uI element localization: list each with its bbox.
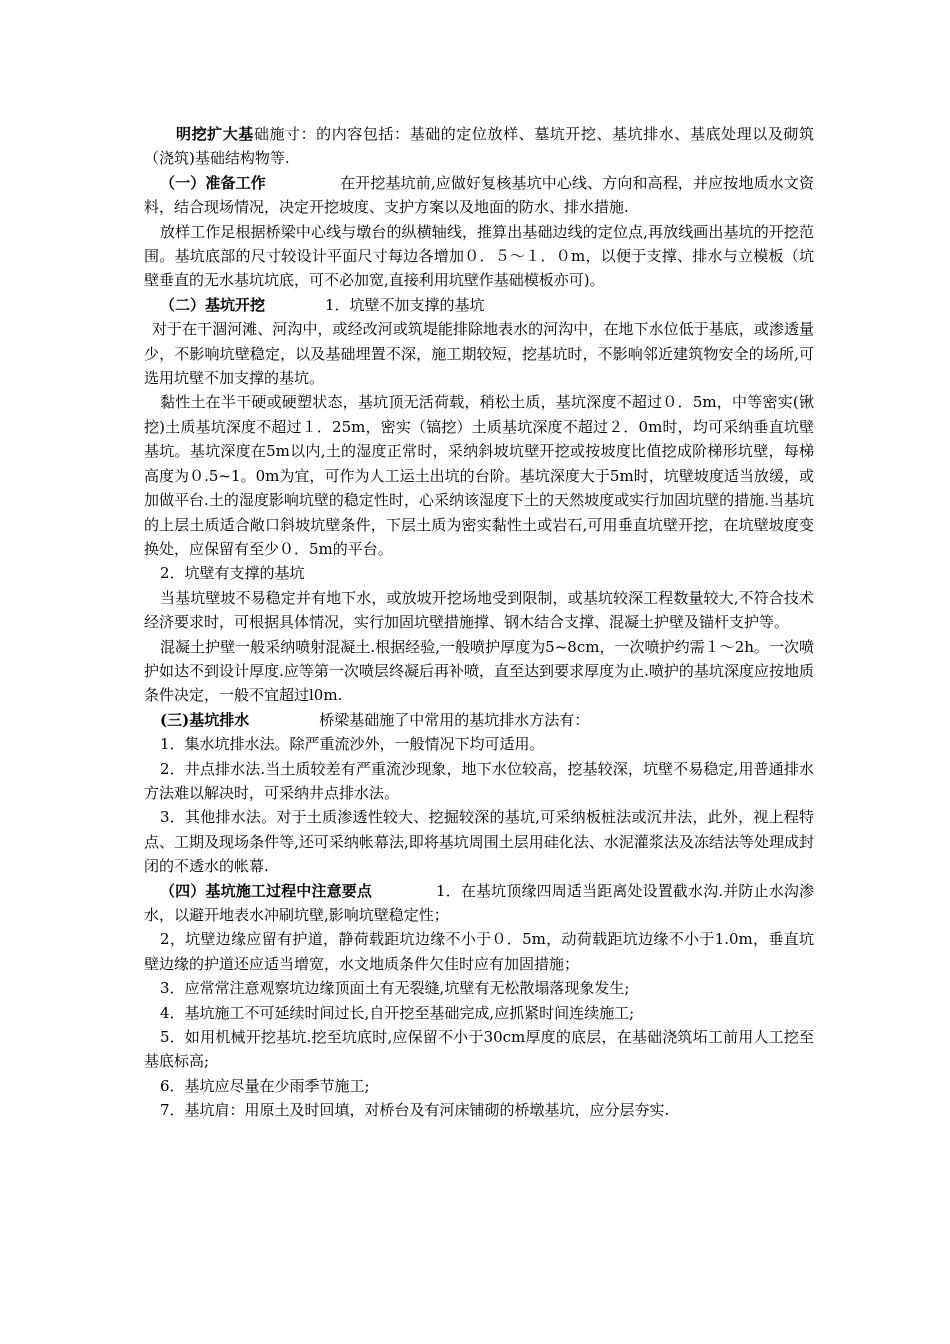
section-2-paragraph-2: 黏性土在半干硬或硬塑状态，基坑顶无活荷载，稍松土质，基坑深度不超过０．5m，中等密实(锹挖)土质基坑深度不超过１．25m，密实（镐挖）土质基坑深度不超过２．0m时，均可采纳垂直坑壁基坑。基坑深度在5m以内,土的湿度正常时，采纳斜坡坑壁开挖或按坡度比值挖成阶梯形坑壁，每梯高度为０.5~1。0m为宜，可作为人工运土出坑的台阶。基坑深度大于5m时，坑壁坡度适当放缓，或加做平台.土的湿度影响坑壁的稳定性时，心采纳该湿度下土的天然坡度或实行加固坑壁的措施.当基坑的上层土质适合敞口斜坡坑壁条件，下层土质为密实黏性土或岩石,可用垂直坑壁开挖，在坑壁坡度变换处，应保留有至少０．5m的平台。	[144, 393, 814, 558]
section-2-heading-line	[144, 293, 814, 317]
section-1-text: 在开挖基坑前,应做好复核基坑中心线、方向和高程，并应按地质水文资料，结合现场情况，决定开挖坡度、支护方案以及地面的防水、排水措施.	[144, 173, 814, 217]
section-3-item-1: 1．集水坑排水法。除严重流沙外，一般情况下均可适用。	[160, 735, 545, 754]
section-2-subheading-1: 1．坑壁不加支撑的基坑	[325, 295, 485, 314]
section-2-paragraph-1: 对于在干涸河滩、河沟中，或经改河或筑堤能排除地表水的河沟中，在地下水位低于基底，或渗透量少，不影响坑壁稳定，以及基础埋置不深，施工期较短，挖基坑时，不影响邻近建筑物安全的场所,可选用坑壁不加支撑的基坑。	[144, 320, 814, 388]
section-4-heading-line	[144, 879, 814, 928]
intro-paragraph	[144, 122, 814, 171]
document-body	[144, 122, 814, 1123]
section-2-subheading-2: 2．坑壁有支撑的基坑	[160, 564, 305, 583]
section-4-item-4: 4．基坑施工不可延续时间过长,自开挖至基础完成,应抓紧时间连续施工;	[160, 1003, 635, 1022]
section-3-heading: (三)基坑排水	[160, 710, 250, 729]
section-1-paragraph-2: 放样工作足根据桥梁中心线与墩台的纵横轴线，推算出基础边线的定位点,再放线画出基坑的开挖范围。基坑底部的尺寸较设计平面尺寸每边各增加０．５～１．０m，以便于支撑、排水与立模板（坑壁垂直的无水基坑坑底，可不必加宽,直接利用坑壁作基础模板亦可)。	[144, 222, 814, 290]
section-3-item-2: 2．井点排水法.当土质较差有严重流沙现象，地下水位较高，挖基较深，坑壁不易稳定,用普通排水方法难以解决时，可采纳井点排水法。	[144, 759, 814, 802]
section-4-item-2: 2，坑壁边缘应留有护道，静荷载距坑边缘不小于０．5m，动荷载距坑边缘不小于1.0m，垂直坑壁边缘的护道还应适当增宽，水文地质条件欠佳时应有加固措施；	[144, 930, 814, 973]
section-2-heading: （二）基坑开挖	[160, 295, 266, 314]
section-4-item-6: 6．基坑应尽量在少雨季节施工;	[160, 1076, 370, 1095]
section-1-heading: （一）准备工作	[160, 173, 266, 192]
intro-text: 础施寸：的内容包括：基础的定位放样、墓坑开挖、基坑排水、基底处理以及砌筑（浇筑)基础结构物等.	[144, 125, 814, 168]
section-3-text: 桥梁基础施了中常用的基坑排水方法有：	[319, 710, 590, 729]
intro-bold-term: 明挖扩大基	[176, 125, 254, 143]
section-4-item-3: 3．应常常注意观察坑边缘顶面土有无裂缝,坑壁有无松散塌落现象发生;	[160, 979, 630, 998]
section-1-paragraph	[144, 171, 814, 220]
section-4-item-7: 7．基坑肩：用原土及时回填，对桥台及有河床铺砌的桥墩基坑，应分层夯实.	[160, 1101, 670, 1120]
section-3-item-3: 3．其他排水法。对于土质渗透性较大、挖掘较深的基坑,可采纳板桩法或沉井法，此外，视上程特点、工期及现场条件等,还可采纳帐幕法,即将基坑周围土层用硅化法、水泥灌浆法及冻结法等处理成封闭的不透水的帐幕.	[144, 808, 814, 876]
section-4-item-5: 5．如用机械开挖基坑.挖至坑底时,应保留不小于30cm厚度的底层，在基础浇筑坧工前用人工挖至基底标高;	[144, 1028, 814, 1071]
section-4-text: 1．在基坑顶缘四周适当距离处设置截水沟.并防止水沟渗水，以避开地表水冲刷坑壁,影响坑壁稳定性；	[144, 881, 814, 924]
section-4-heading: （四）基坑施工过程中注意要点	[160, 881, 373, 900]
section-2-paragraph-4: 混凝土护壁一般采纳喷射混凝土.根据经验,一般喷护厚度为5~8cm，一次喷护约需１～2h。一次喷护如达不到设计厚度.应等第一次喷层终凝后再补喷，直至达到要求厚度为止.喷护的基坑深度应按地质条件决定，一般不宜超过l0m.	[144, 637, 814, 705]
section-3-heading-line	[144, 708, 814, 732]
section-2-paragraph-3: 当基坑壁坡不易稳定并有地下水，或放坡开挖场地受到限制，或基坑较深工程数量较大,不符合技术经济要求时，可根据具体情况，实行加固坑壁措施撑、钢木结合支撑、混凝土护壁及锚杆支护等。	[144, 588, 814, 632]
